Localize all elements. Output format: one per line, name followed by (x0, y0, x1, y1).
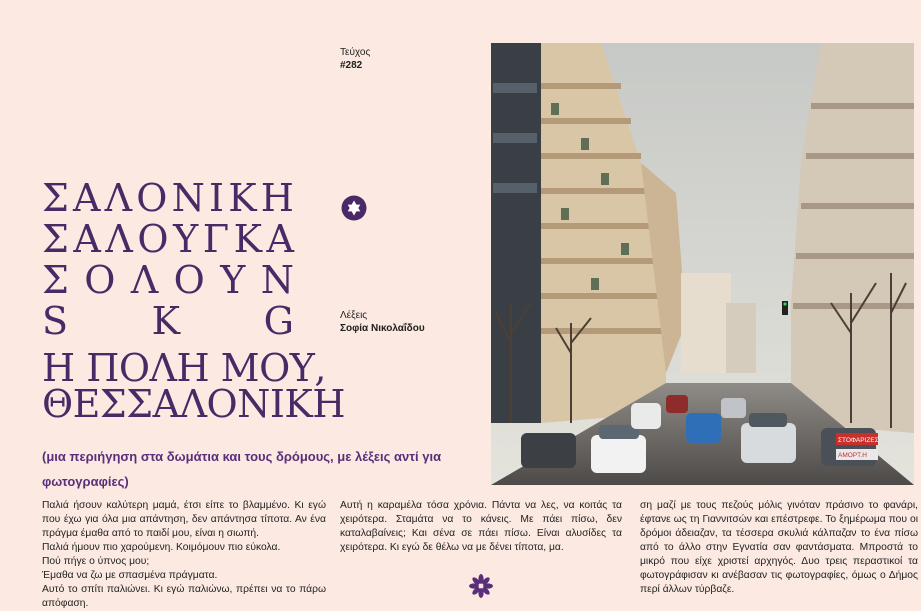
title-letter: Σ (42, 176, 69, 220)
title-letter: Ο (137, 217, 169, 261)
flower-ornament-icon (469, 574, 493, 598)
paragraph: Αυτό το σπίτι παλιώνει. Κι εγώ παλιώνω, πρέπει να το πάρω απόφαση. (42, 584, 326, 609)
title-letter: S (42, 299, 69, 343)
title-letter: Υ (220, 258, 246, 302)
title-letter: Γ (202, 217, 230, 261)
spaced-title (42, 178, 294, 342)
street-photo (491, 43, 914, 485)
author-name: Σοφία Νικολαΐδου (340, 323, 425, 334)
byline-label: Λέξεις (340, 310, 368, 321)
title-letter: Λ (104, 176, 133, 220)
title-letter: Λ (105, 217, 133, 261)
paragraph: Έμαθα να ζω με σπασμένα πράγματα. (42, 570, 218, 581)
title-letter: Κ (228, 176, 257, 220)
title-line-3 (42, 260, 294, 301)
byline (340, 309, 425, 335)
title-letter: Η (260, 176, 294, 220)
title-line-1 (42, 178, 294, 219)
title-line-4 (42, 301, 294, 342)
text-column-3 (640, 499, 918, 597)
title-letter: Σ (42, 258, 69, 302)
title-letter: Ο (84, 258, 116, 302)
title-letter: Ο (173, 258, 205, 302)
title-letter: Ι (209, 176, 225, 220)
headline: Η ΠΟΛΗ ΜΟΥ, ΘΕΣΣΑΛΟΝΙΚΗ (42, 346, 345, 426)
title-letter: G (263, 299, 294, 343)
paragraph: Αυτή η καραμέλα τόσα χρόνια. Πάντα να λες, να κοιτάς τα χειρότερα. Σταμάτα να το κάνεις. Με πάει πίσω, δεν καταλαβαίνεις; Και σένα σε πάει πίσω. Είναι αλυσίδες τα χειρότερα. Κι εγώ δε θέλω να με δένει τίποτα, μα. (340, 500, 622, 553)
paragraph: Παλιά ήσουν καλύτερη μαμά, έτσι είπε το βλαμμένο. Κι εγώ που έχω για όλα μια απάντηση, δεν απάντησα τίποτα. Αν ένα πράγμα έμαθα από το παιδί μου, είναι η σιωπή. (42, 500, 326, 539)
title-letter: Κ (233, 217, 262, 261)
issue-info (340, 46, 370, 72)
title-letter: Α (73, 176, 101, 220)
subtitle: (μια περιήγηση στα δωμάτια και τους δρόμους, με λέξεις αντί για φωτογραφίες) (42, 449, 442, 489)
star-of-david-badge-icon (341, 195, 367, 221)
title-letter: K (151, 299, 181, 343)
title-letter: Ν (171, 176, 205, 220)
paragraph: Παλιά ήμουν πιο χαρούμενη. Κοιμόμουν πιο εύκολα. (42, 542, 281, 553)
photo-sign-1: ΣΤΟΦΑΡΙΖΕΣ (838, 437, 879, 444)
title-line-2 (42, 219, 294, 260)
issue-number: #282 (340, 60, 363, 71)
title-letter: Ν (260, 258, 294, 302)
text-column-2 (340, 499, 622, 555)
paragraph: Πού πήγε ο ύπνος μου; (42, 556, 150, 567)
title-letter: Ο (136, 176, 168, 220)
title-letter: Λ (130, 258, 159, 302)
paragraph: ση μαζί με τους πεζούς μόλις γινόταν πράσινο το φανάρι, έφτανε ως τη Γιαννιτσών και επέστρεφε. Το ξημέρωμα που οι δρόμοι άδειαζαν, τα τέσσερα σκυλιά κάλπαζαν το ένα πίσω από το άλλο στην Εγνατία σαν φαντάσματα. Μπροστά το μικρό που είχε χριστεί αρχηγός. Δυο τρεις περαστικοί τα φωτογράφισαν κι ανέβασαν τις φωτογραφίες, όμως ο Δήμος περί άλλων τύρβαζε. (640, 500, 918, 595)
issue-label: Τεύχος (340, 47, 371, 58)
title-letter: Α (73, 217, 101, 261)
title-letter: Σ (42, 217, 69, 261)
text-column-1 (42, 499, 326, 611)
photo-sign-2: ΑΜΟΡΤ.Η (838, 452, 867, 459)
title-letter: Α (266, 217, 294, 261)
title-letter: Υ (173, 217, 199, 261)
